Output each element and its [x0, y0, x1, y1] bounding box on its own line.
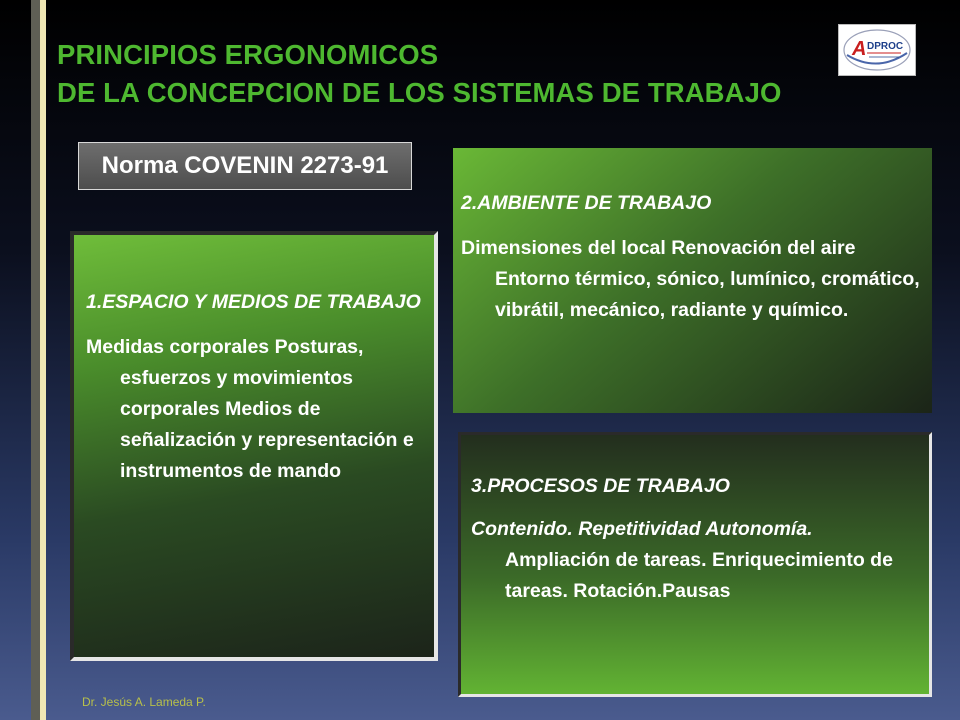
panel-espacio-heading: 1.ESPACIO Y MEDIOS DE TRABAJO: [86, 291, 421, 313]
panel-espacio-trabajo: [70, 231, 438, 661]
panel-procesos-body-rest: Ampliación de tareas. Enriquecimiento de tareas. Rotación.Pausas: [505, 549, 893, 602]
panel-procesos-body-italic: Contenido. Repetitividad Autonomía.: [471, 518, 813, 540]
decorative-stripe-dark: [31, 0, 40, 720]
decorative-stripe-light: [40, 0, 46, 720]
panel-ambiente-trabajo: [453, 148, 932, 413]
slide-title-line-2: DE LA CONCEPCION DE LOS SISTEMAS DE TRABAJO: [57, 77, 782, 108]
panel-procesos-trabajo: [458, 432, 932, 697]
svg-text:DPROC: DPROC: [867, 41, 904, 52]
slide-title: [57, 36, 781, 112]
panel-procesos-heading: 3.PROCESOS DE TRABAJO: [471, 475, 730, 497]
adproc-logo: [838, 24, 916, 76]
norma-covenin-badge: Norma COVENIN 2273-91: [78, 142, 412, 190]
panel-procesos-body: [471, 514, 921, 607]
svg-text:A: A: [852, 38, 867, 60]
panel-espacio-body: Medidas corporales Posturas, esfuerzos y movimientos corporales Medios de señalización y representación e instrumentos de mando: [86, 336, 414, 482]
panel-ambiente-heading: 2.AMBIENTE DE TRABAJO: [461, 192, 712, 214]
slide-title-line-1: PRINCIPIOS ERGONOMICOS: [57, 39, 439, 70]
footer-author: Dr. Jesús A. Lameda P.: [82, 695, 206, 709]
panel-ambiente-body: Dimensiones del local Renovación del aire Entorno térmico, sónico, lumínico, cromático, vibrátil, mecánico, radiante y químico.: [461, 237, 920, 321]
